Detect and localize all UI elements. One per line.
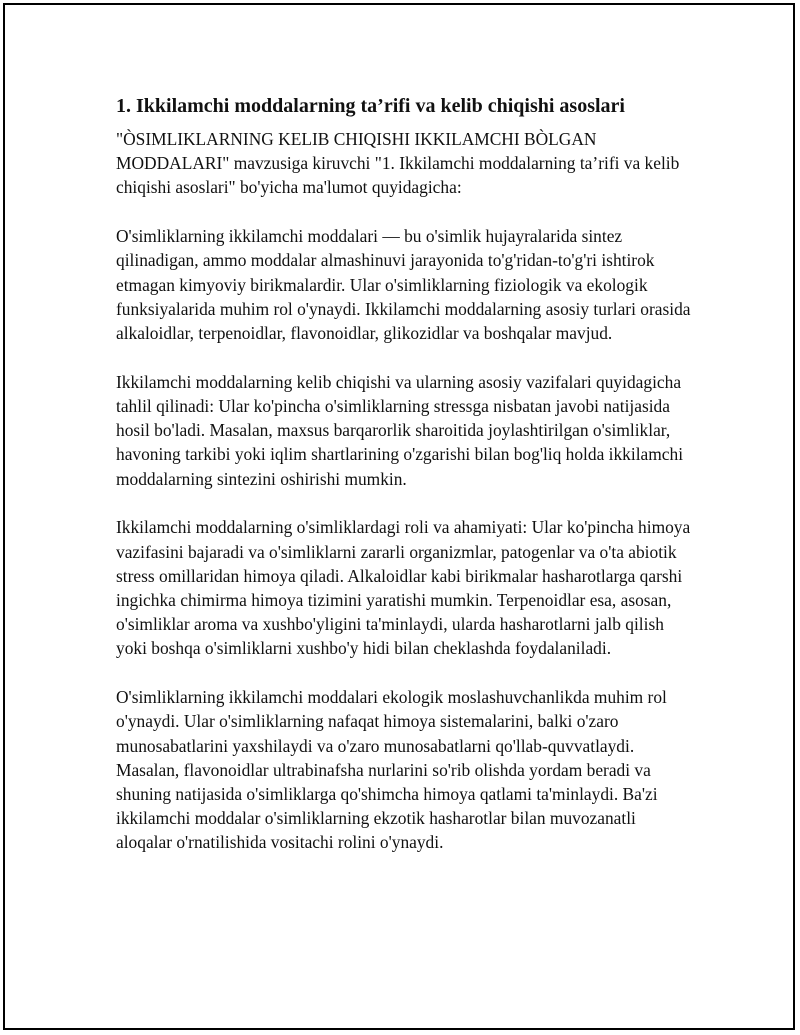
document-body <box>116 93 691 879</box>
paragraph-role: Ikkilamchi moddalarning o'simliklardagi roli va ahamiyati: Ular ko'pincha himoya vazifasini bajaradi va o'simliklarni zararli organizmlar, patogenlar va o'ta abiotik stress omillaridan himoya qiladi. Alkaloidlar kabi birikmalar hasharotlarga qarshi ingichka chimirma himoya tizimini yaratishi mumkin. Terpenoidlar esa, asosan, o'simliklar aroma va xushbo'yligini ta'minlaydi, ularda hasharotlarni jalb qilish yoki boshqa o'simliklarni xushbo'y hidi bilan cheklashda foydalaniladi. <box>116 517 691 659</box>
paragraph-intro: "ÒSIMLIKLARNING KELIB CHIQISHI IKKILAMCHI BÒLGAN MODDALARI" mavzusiga kiruvchi "1. Ikkilamchi moddalarning ta’rifi va kelib chiqishi asoslari" bo'yicha ma'lumot quyidagicha: <box>116 129 680 198</box>
paragraph-ecology: O'simliklarning ikkilamchi moddalari ekologik moslashuvchanlikda muhim rol o'ynaydi. Ular o'simliklarning nafaqat himoya sistemalarini, balki o'zaro munosabatlarini yaxshilaydi va o'zaro munosabatlarni qo'llab-quvvatlaydi. Masalan, flavonoidlar ultrabinafsha nurlarini so'rib olishda yordam beradi va shuning natijasida o'simliklarga qo'shimcha himoya qatlami ta'minlaydi. Ba'zi ikkilamchi moddalar o'simliklarning ekzotik hasharotlar bilan muvozanatli aloqalar o'rnatilishida vositachi rolini o'ynaydi. <box>116 687 667 853</box>
paragraph-origin: Ikkilamchi moddalarning kelib chiqishi va ularning asosiy vazifalari quyidagicha tahlil qilinadi: Ular ko'pincha o'simliklarning stressga nisbatan javobi natijasida hosil bo'ladi. Masalan, maxsus barqarorlik sharoitida joylashtirilgan o'simliklar, havoning tarkibi yoki iqlim shartlarining o'zgarishi bilan bog'liq holda ikkilamchi moddalarning sintezini oshirishi mumkin. <box>116 371 684 489</box>
paragraph-definition: O'simliklarning ikkilamchi moddalari — bu o'simlik hujayralarida sintez qilinadigan, ammo moddalar almashinuvi jarayonida to'g'ridan-to'g'ri ishtirok etmagan kimyoviy birikmalardir. Ular o'simliklarning fiziologik va ekologik funksiyalarida muhim rol o'ynaydi. Ikkilamchi moddalarning asosiy turlari orasida alkaloidlar, terpenoidlar, flavonoidlar, glikozidlar va boshqalar mavjud. <box>116 226 691 344</box>
page-title: 1. Ikkilamchi moddalarning ta’rifi va kelib chiqishi asoslari <box>116 95 625 117</box>
